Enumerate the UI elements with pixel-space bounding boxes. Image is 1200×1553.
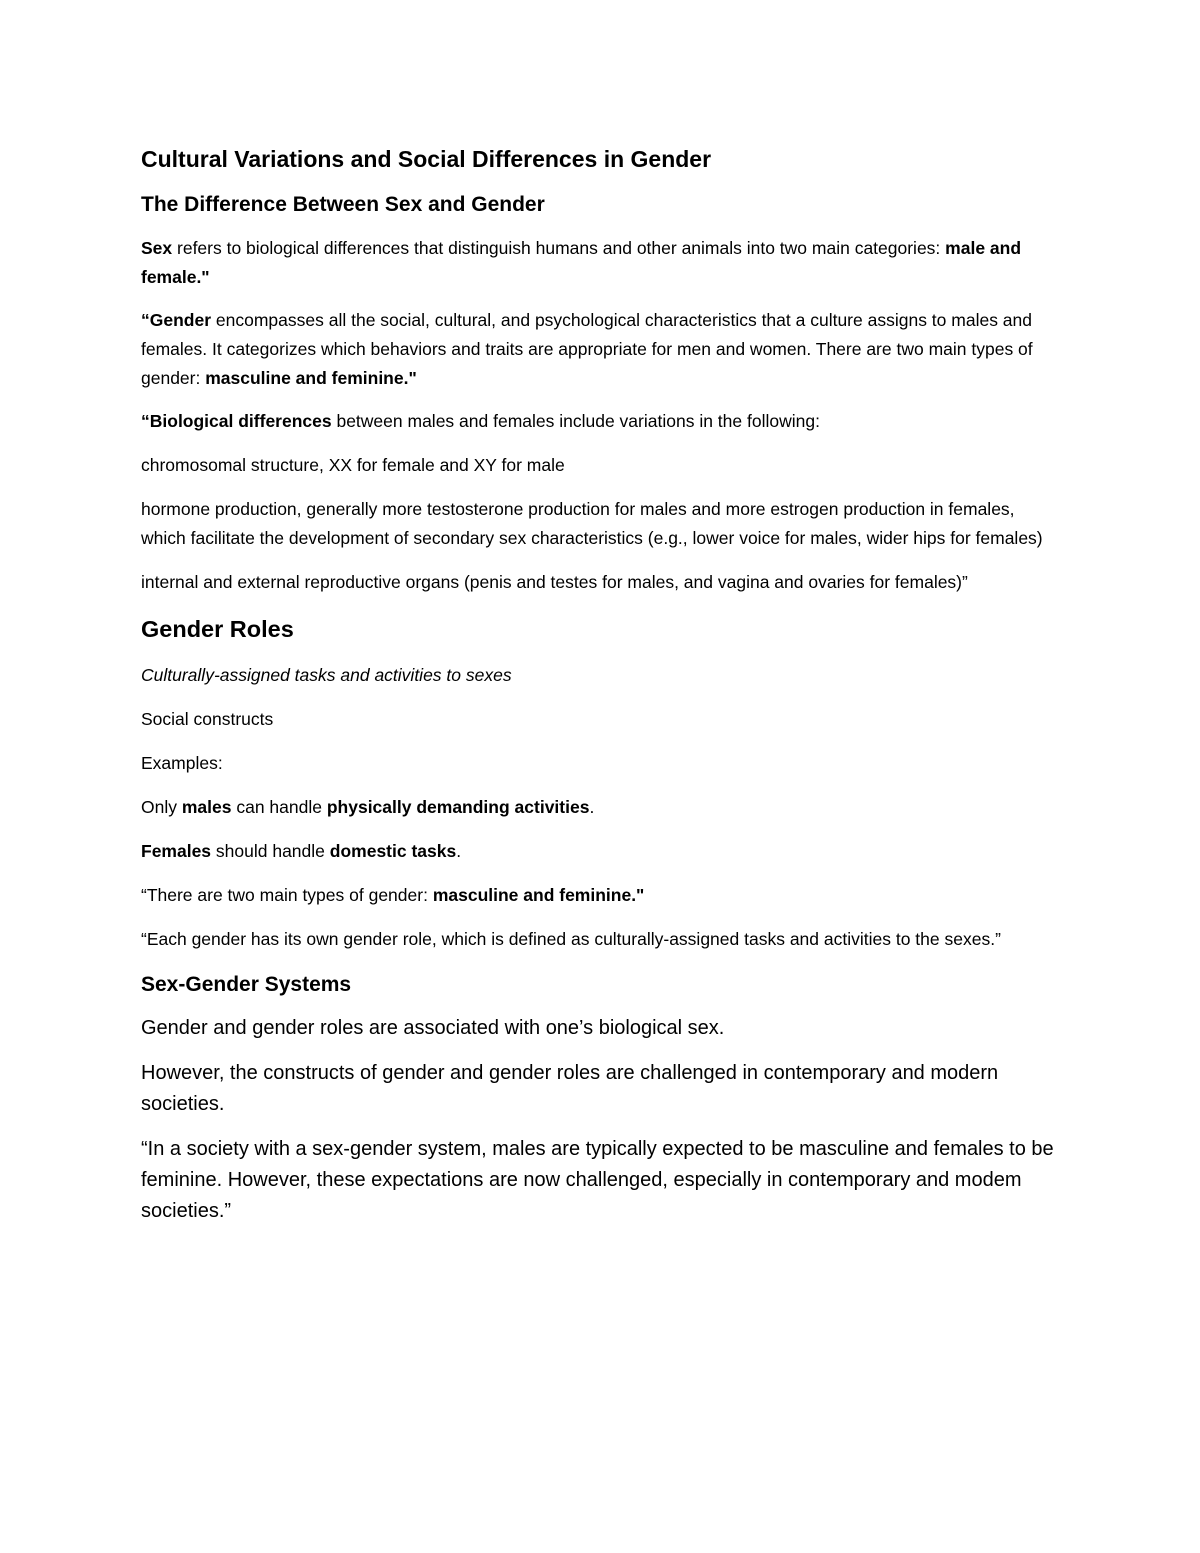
section-heading-gender-roles: Gender Roles xyxy=(141,616,294,642)
example-emphasis: males xyxy=(181,797,232,817)
sex-gender-paragraph-2: However, the constructs of gender and gender roles are challenged in contemporary and modern societies. xyxy=(141,1062,999,1115)
quote-gender-types xyxy=(141,881,1061,910)
example-text: Only xyxy=(141,797,182,817)
example-males xyxy=(141,793,1061,822)
example-text: should handle xyxy=(211,841,330,861)
list-item-hormone: hormone production, generally more testosterone production for males and more estrogen production in females, which facilitate the development of secondary sex characteristics (e.g., lower voice for males, wider hips for females) xyxy=(141,499,1043,548)
example-emphasis: Females xyxy=(141,841,212,861)
gender-definition-text: encompasses all the social, cultural, and psychological characteristics that a culture assigns to males and females. It categorizes which behaviors and traits are appropriate for men and women. There are two main types of gender: xyxy=(141,310,1033,388)
section-heading-sex-gender: The Difference Between Sex and Gender xyxy=(141,193,545,216)
paragraph-sex-definition xyxy=(141,234,1061,292)
document-title: Cultural Variations and Social Differences in Gender xyxy=(141,146,712,172)
term-biological-differences: “Biological differences xyxy=(141,411,332,431)
list-item-chromosomal: chromosomal structure, XX for female and XY for male xyxy=(141,455,565,475)
sex-gender-paragraph-3: “In a society with a sex-gender system, males are typically expected to be masculine and females to be feminine. However, these expectations are now challenged, especially in contemporary and modem societies.” xyxy=(141,1138,1054,1222)
term-sex: Sex xyxy=(141,238,173,258)
example-emphasis: physically demanding activities xyxy=(326,797,590,817)
paragraph-biological-differences xyxy=(141,407,1061,436)
paragraph-gender-definition xyxy=(141,306,1061,393)
quote-gender-role: “Each gender has its own gender role, which is defined as culturally-assigned tasks and activities to the sexes.” xyxy=(141,929,1001,949)
sex-gender-paragraph-1: Gender and gender roles are associated with one’s biological sex. xyxy=(141,1017,725,1039)
quote-text: “There are two main types of gender: xyxy=(141,885,433,905)
examples-label: Examples: xyxy=(141,753,223,773)
section-heading-sex-gender-systems: Sex-Gender Systems xyxy=(141,973,352,996)
sex-categories: male and female." xyxy=(141,238,1022,287)
biological-differences-text: between males and females include variations in the following: xyxy=(331,411,820,431)
term-gender: “Gender xyxy=(141,310,212,330)
gender-types: masculine and feminine." xyxy=(205,368,417,388)
gender-roles-definition: Culturally-assigned tasks and activities to sexes xyxy=(141,665,512,685)
example-females xyxy=(141,837,1061,866)
social-constructs: Social constructs xyxy=(141,709,274,729)
example-emphasis: domestic tasks xyxy=(329,841,457,861)
example-text: . xyxy=(456,841,462,861)
quote-emphasis: masculine and feminine." xyxy=(432,885,645,905)
document-body xyxy=(141,142,1061,1227)
example-text: . xyxy=(589,797,595,817)
sex-definition-text: refers to biological differences that distinguish humans and other animals into two main categories: xyxy=(172,238,946,258)
list-item-reproductive: internal and external reproductive organs (penis and testes for males, and vagina and ovaries for females)” xyxy=(141,572,968,592)
example-text: can handle xyxy=(231,797,327,817)
